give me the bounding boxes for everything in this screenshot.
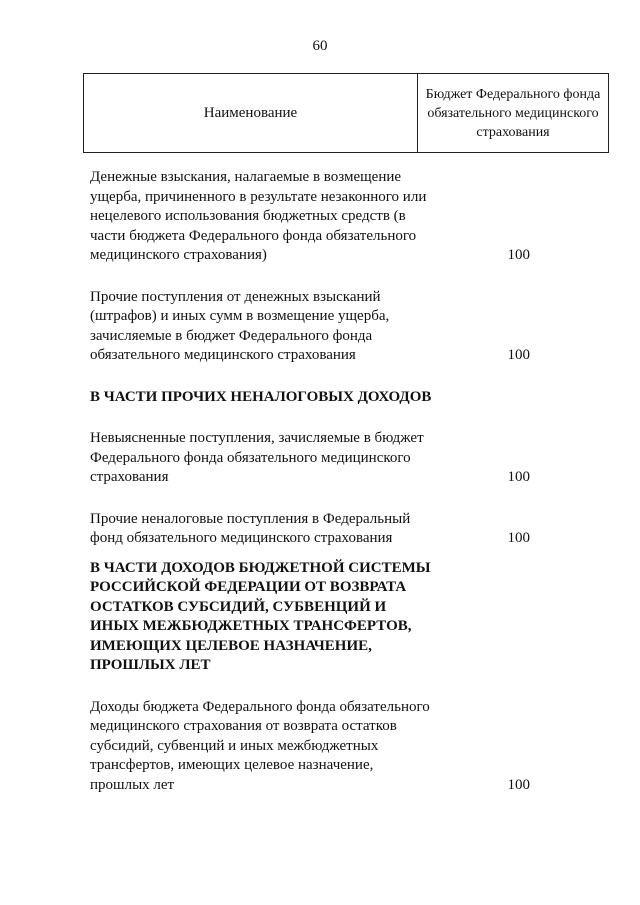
table-row (90, 429, 530, 488)
header-name-column: Наименование (203, 104, 298, 121)
header-budget-column: Бюджет Федерального фонда обязательного медицинского страхования (417, 74, 608, 152)
row-description: Прочие неналоговые поступления в Федеральный фонд обязательного медицинского страхования (90, 510, 411, 546)
row-value: 100 (507, 776, 530, 793)
row-value: 100 (507, 469, 530, 485)
table-row (90, 698, 530, 796)
section-heading-returns: В ЧАСТИ ДОХОДОВ БЮДЖЕТНОЙ СИСТЕМЫ РОССИЙСКОЙ ФЕДЕРАЦИИ ОТ ВОЗВРАТА ОСТАТКОВ СУБСИДИЙ, СУБВЕНЦИЙ И ИНЫХ МЕЖБЮДЖЕТНЫХ ТРАНСФЕРТОВ, ИМЕЮЩИХ ЦЕЛЕВОЕ НАЗНАЧЕНИЕ, ПРОШЛЫХ ЛЕТ (90, 559, 431, 673)
row-value: 100 (507, 347, 530, 363)
table-body (90, 168, 530, 817)
row-value: 100 (507, 247, 530, 263)
page-number: 60 (312, 38, 328, 54)
row-value: 100 (507, 530, 530, 546)
row-description: Денежные взыскания, налагаемые в возмещение ущерба, причиненного в результате незаконного или нецелевого использования бюджетных средств (в части бюджета Федерального фонда обязательного медицинского страхования) (90, 169, 427, 263)
section-heading-other-nontax: В ЧАСТИ ПРОЧИХ НЕНАЛОГОВЫХ ДОХОДОВ (90, 388, 432, 405)
row-description: Доходы бюджета Федерального фонда обязательного медицинского страхования от возврата остатков субсидий, субвенций и иных межбюджетных трансфертов, имеющих целевое назначение, прошлых лет (90, 698, 430, 793)
table-row (90, 288, 530, 366)
row-description: Прочие поступления от денежных взысканий (штрафов) и иных сумм в возмещение ущерба, зачисляемые в бюджет Федерального фонда обязательного медицинского страхования (90, 288, 390, 363)
table-row (90, 510, 530, 549)
table-row (90, 168, 530, 266)
table-header (83, 73, 609, 153)
row-description: Невыясненные поступления, зачисляемые в бюджет Федерального фонда обязательного медицинского страхования (90, 430, 424, 485)
